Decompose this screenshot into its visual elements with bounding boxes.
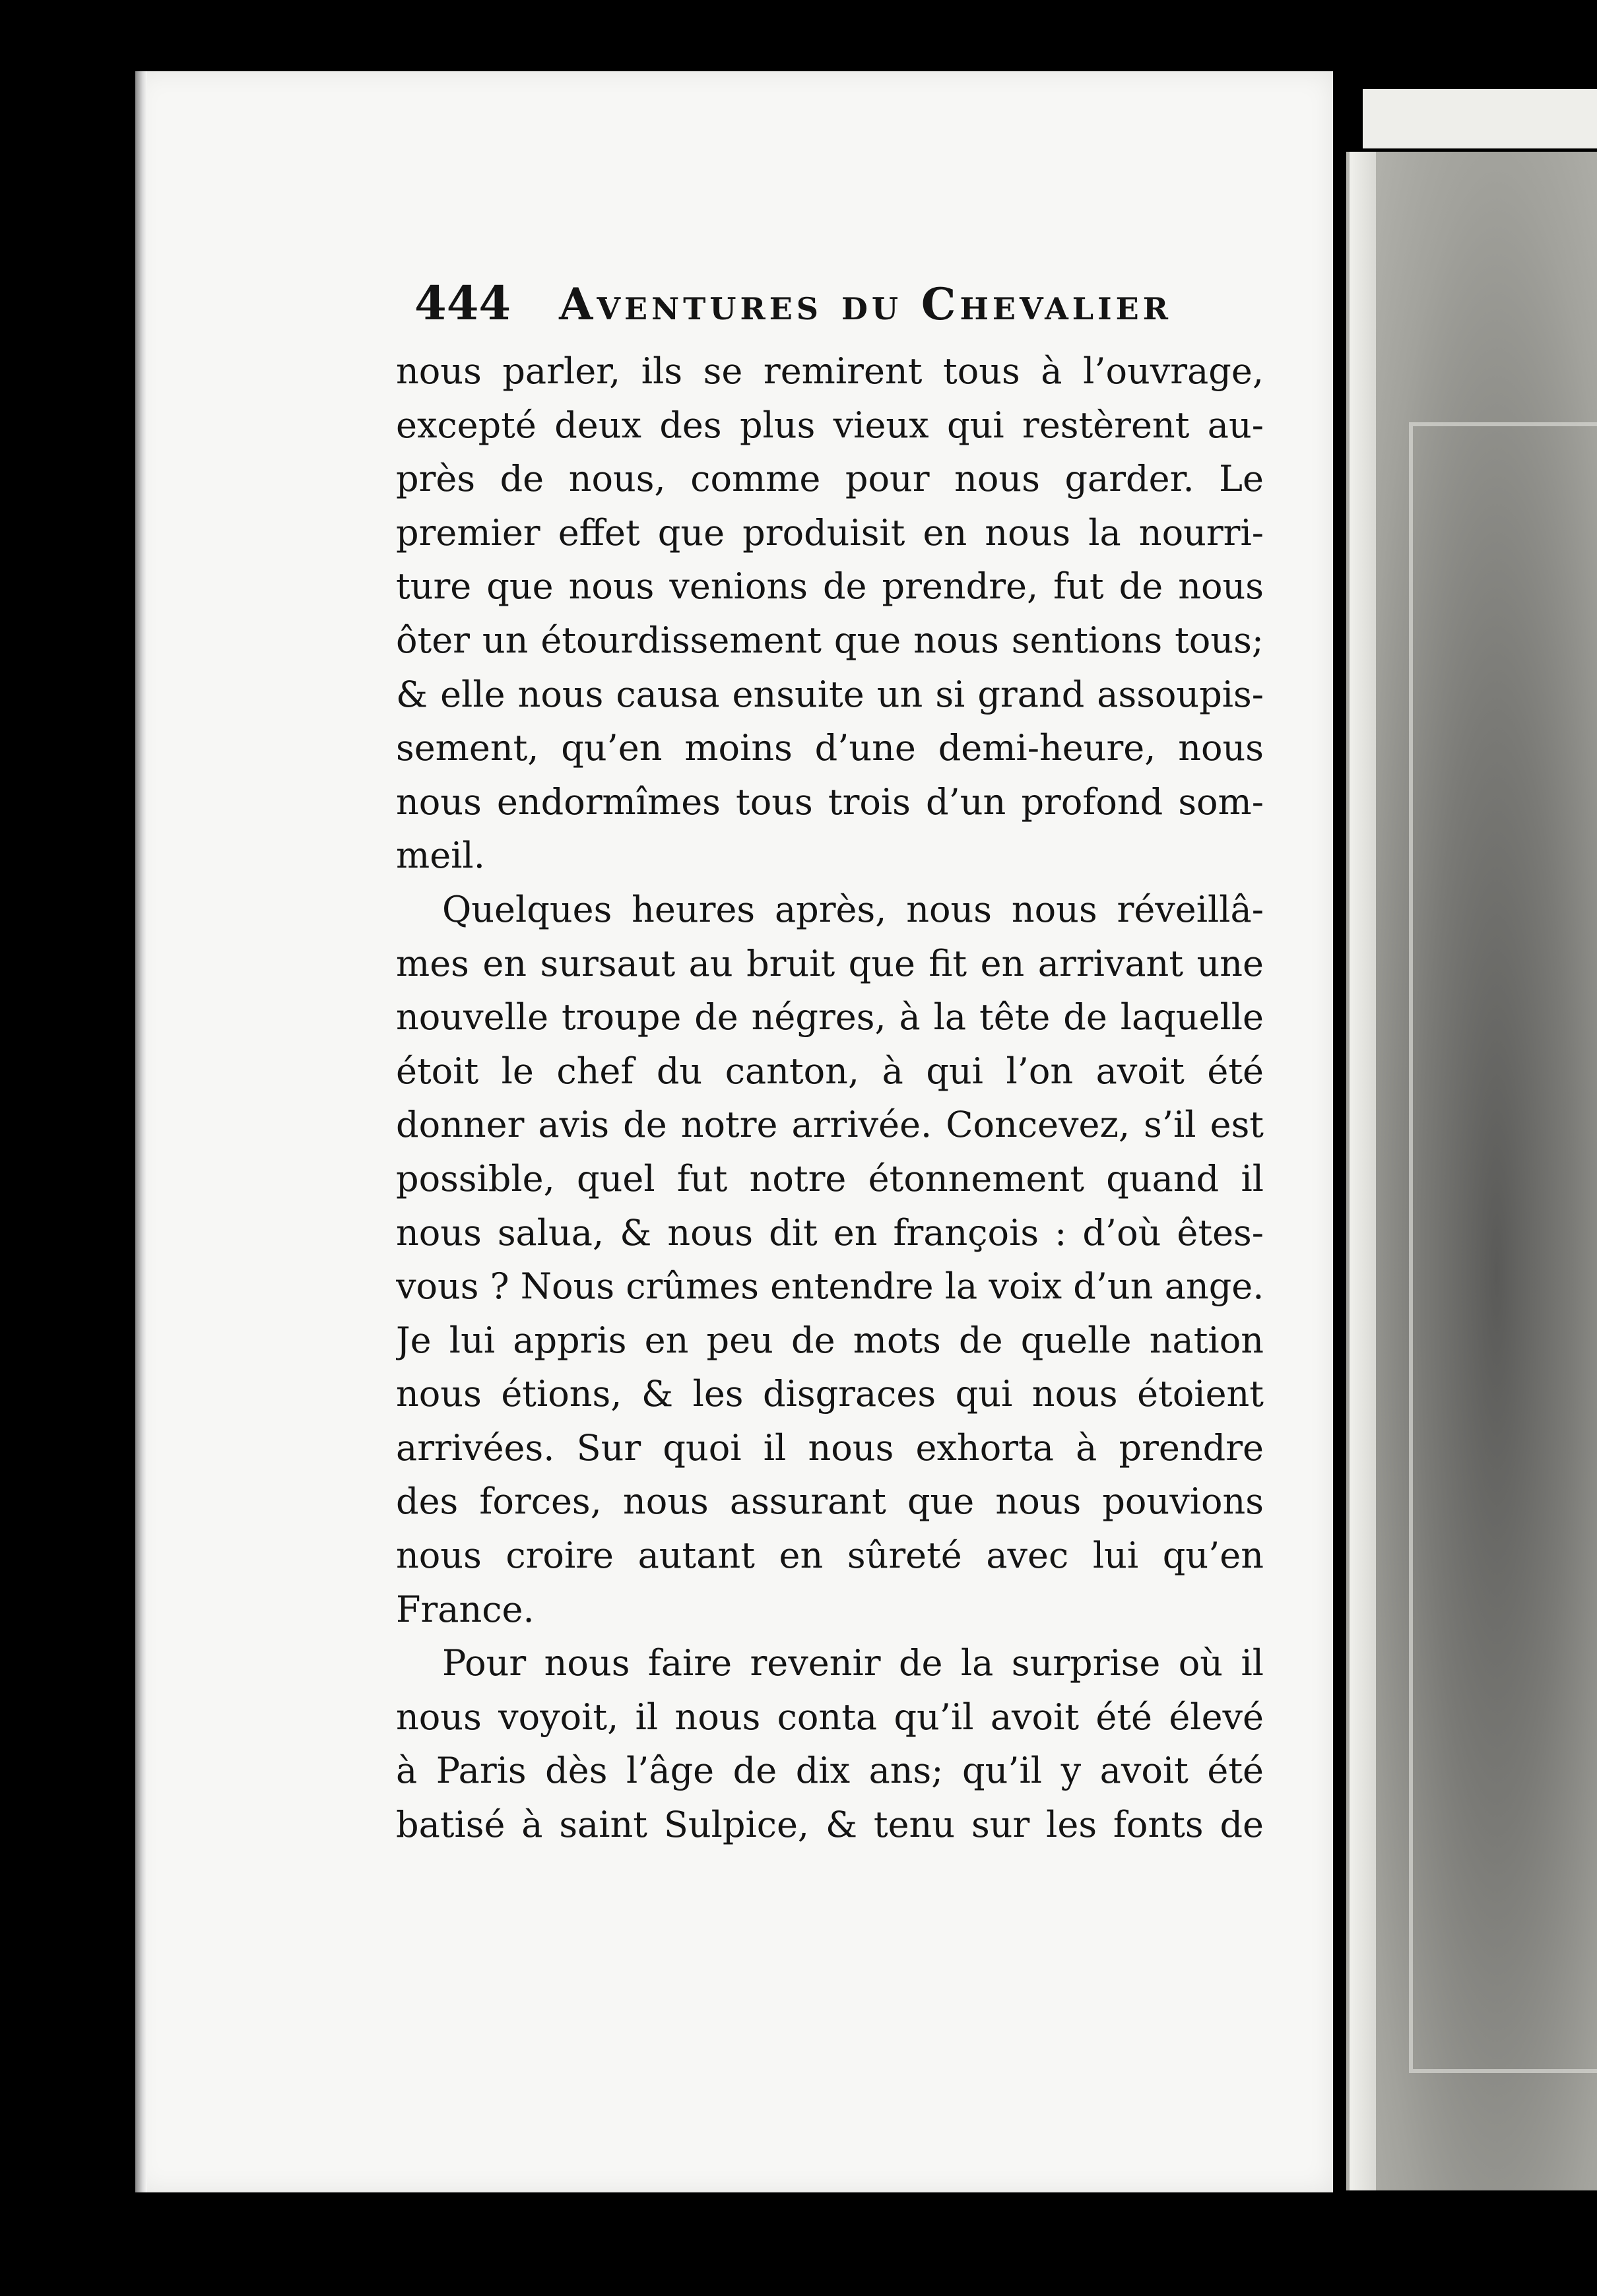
text-line: possible, quel fut notre étonnement quand il	[396, 1157, 1264, 1199]
text-line: à Paris dès l’âge de dix ans; qu’il y avoit été	[396, 1750, 1264, 1792]
text-line: Pour nous faire revenir de la surprise où il	[442, 1642, 1264, 1684]
text-line: batisé à saint Sulpice, & tenu sur les fonts de	[396, 1804, 1264, 1846]
text-line: nous parler, ils se remirent tous à l’ouvrage,	[396, 350, 1264, 392]
text-line: ôter un étourdissement que nous sentions tous;	[396, 619, 1264, 661]
text-line: excepté deux des plus vieux qui restèrent au-	[396, 404, 1264, 446]
text-line: nous voyoit, il nous conta qu’il avoit été élevé	[396, 1696, 1264, 1738]
text-line: France.	[396, 1588, 535, 1630]
running-title: Aventures du Chevalier	[559, 278, 1172, 330]
facing-page-edge	[1363, 89, 1597, 148]
facing-plate-margin	[1350, 152, 1376, 2190]
text-line: près de nous, comme pour nous garder. Le	[396, 458, 1264, 500]
text-line: premier effet que produisit en nous la nourri-	[396, 511, 1264, 554]
text-line: Je lui appris en peu de mots de quelle nation	[396, 1319, 1264, 1361]
text-line: meil.	[396, 835, 485, 877]
text-line: arrivées. Sur quoi il nous exhorta à prendre	[396, 1426, 1264, 1469]
text-line: ture que nous venions de prendre, fut de nous	[396, 565, 1264, 608]
text-line: vous ? Nous crûmes entendre la voix d’un ange.	[396, 1265, 1264, 1308]
body-text	[396, 344, 1264, 1852]
running-header	[414, 276, 1266, 335]
text-line: donner avis de notre arrivée. Concevez, s’il est	[396, 1104, 1264, 1146]
text-line: des forces, nous assurant que nous pouvions	[396, 1481, 1264, 1523]
page-gutter-shadow	[135, 71, 147, 2192]
text-line: nous endormîmes tous trois d’un profond som-	[396, 781, 1264, 823]
text-line: nous croire autant en sûreté avec lui qu’en	[396, 1535, 1264, 1577]
page-number: 444	[414, 276, 511, 331]
text-line: nous salua, & nous dit en françois : d’où êtes-	[396, 1211, 1264, 1254]
text-line: sement, qu’en moins d’une demi-heure, nous	[396, 727, 1264, 769]
text-line: & elle nous causa ensuite un si grand assoupis-	[396, 673, 1264, 715]
text-line: étoit le chef du canton, à qui l’on avoit été	[396, 1050, 1264, 1092]
facing-plate-frame	[1409, 422, 1597, 2073]
text-line: nouvelle troupe de négres, à la tête de laquelle	[396, 996, 1264, 1038]
text-line: nous étions, & les disgraces qui nous étoient	[396, 1373, 1264, 1415]
text-line: mes en sursaut au bruit que fit en arrivant une	[396, 942, 1264, 984]
text-line: Quelques heures après, nous nous réveillâ-	[442, 888, 1264, 930]
